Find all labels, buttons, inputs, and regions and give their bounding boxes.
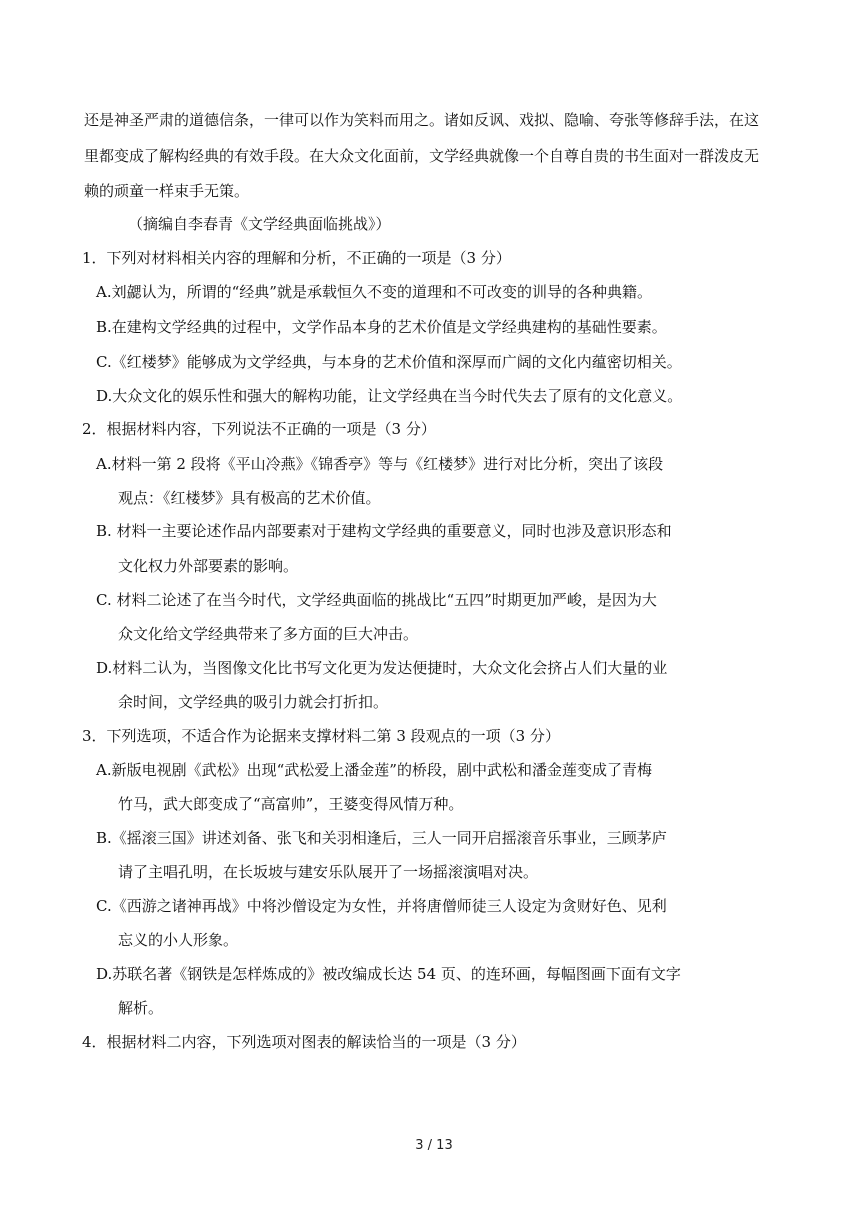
option-continuation: 忘义的小人形象。: [118, 931, 239, 949]
page-number: 3 / 13: [415, 1138, 453, 1153]
option-line: D.大众文化的娱乐性和强大的解构功能，让文学经典在当今时代失去了原有的文化意义。: [96, 387, 683, 405]
option-continuation: 余时间，文学经典的吸引力就会打折扣。: [118, 693, 389, 711]
option-continuation: 文化权力外部要素的影响。: [118, 557, 299, 575]
question-stem: 3．下列选项，不适合作为论据来支撑材料二第 3 段观点的一项（3 分）: [82, 727, 560, 745]
question-stem: 2．根据材料内容，下列说法不正确的一项是（3 分）: [82, 420, 436, 438]
option-line: B. 材料一主要论述作品内部要素对于建构文学经典的重要意义，同时也涉及意识形态和: [96, 522, 672, 540]
passage-line: 赖的顽童一样束手无策。: [84, 182, 250, 200]
passage-line: 还是神圣严肃的道德信条，一律可以作为笑料而用之。诸如反讽、戏拟、隐喻、夸张等修辞手法，在这: [84, 111, 760, 129]
option-line: D.材料二认为，当图像文化比书写文化更为发达便捷时，大众文化会挤占人们大量的业: [96, 659, 668, 677]
passage-source: （摘编自李春青《文学经典面临挑战》）: [128, 215, 391, 233]
option-continuation: 解析。: [118, 999, 164, 1017]
option-line: D.苏联名著《钢铁是怎样炼成的》被改编成长达 54 页、的连环画，每幅图画下面有文字: [96, 965, 681, 983]
option-continuation: 竹马，武大郎变成了“高富帅”，王婆变得风情万种。: [118, 795, 464, 813]
option-continuation: 众文化给文学经典带来了多方面的巨大冲击。: [118, 625, 419, 643]
option-line: B.在建构文学经典的过程中，文学作品本身的艺术价值是文学经典建构的基础性要素。: [96, 318, 667, 336]
question-stem: 1．下列对材料相关内容的理解和分析，不正确的一项是（3 分）: [82, 249, 511, 267]
option-line: A.刘勰认为，所谓的“经典”就是承载恒久不变的道理和不可改变的训导的各种典籍。: [96, 283, 652, 301]
question-stem: 4．根据材料二内容，下列选项对图表的解读恰当的一项是（3 分）: [82, 1033, 526, 1051]
option-continuation: 请了主唱孔明，在长坂坡与建安乐队展开了一场摇滚演唱对决。: [118, 863, 539, 881]
option-line: B.《摇滚三国》讲述刘备、张飞和关羽相逢后，三人一同开启摇滚音乐事业，三顾茅庐: [96, 829, 667, 847]
option-line: C.《西游之诸神再战》中将沙僧设定为女性，并将唐僧师徒三人设定为贪财好色、见利: [96, 897, 667, 915]
option-line: C.《红楼梦》能够成为文学经典，与本身的艺术价值和深厚而广阔的文化内蕴密切相关。: [96, 353, 682, 371]
option-line: C. 材料二论述了在当今时代，文学经典面临的挑战比“五四”时期更加严峻，是因为大: [96, 591, 657, 609]
option-line: A.材料一第 2 段将《平山冷燕》《锦香亭》等与《红楼梦》进行对比分析，突出了该段: [96, 455, 664, 473]
passage-line: 里都变成了解构经典的有效手段。在大众文化面前，文学经典就像一个自尊自贵的书生面对一群泼皮无: [84, 147, 760, 165]
option-continuation: 观点：《红楼梦》具有极高的艺术价值。: [118, 489, 381, 507]
option-line: A.新版电视剧《武松》出现“武松爱上潘金莲”的桥段，剧中武松和潘金莲变成了青梅: [96, 761, 652, 779]
